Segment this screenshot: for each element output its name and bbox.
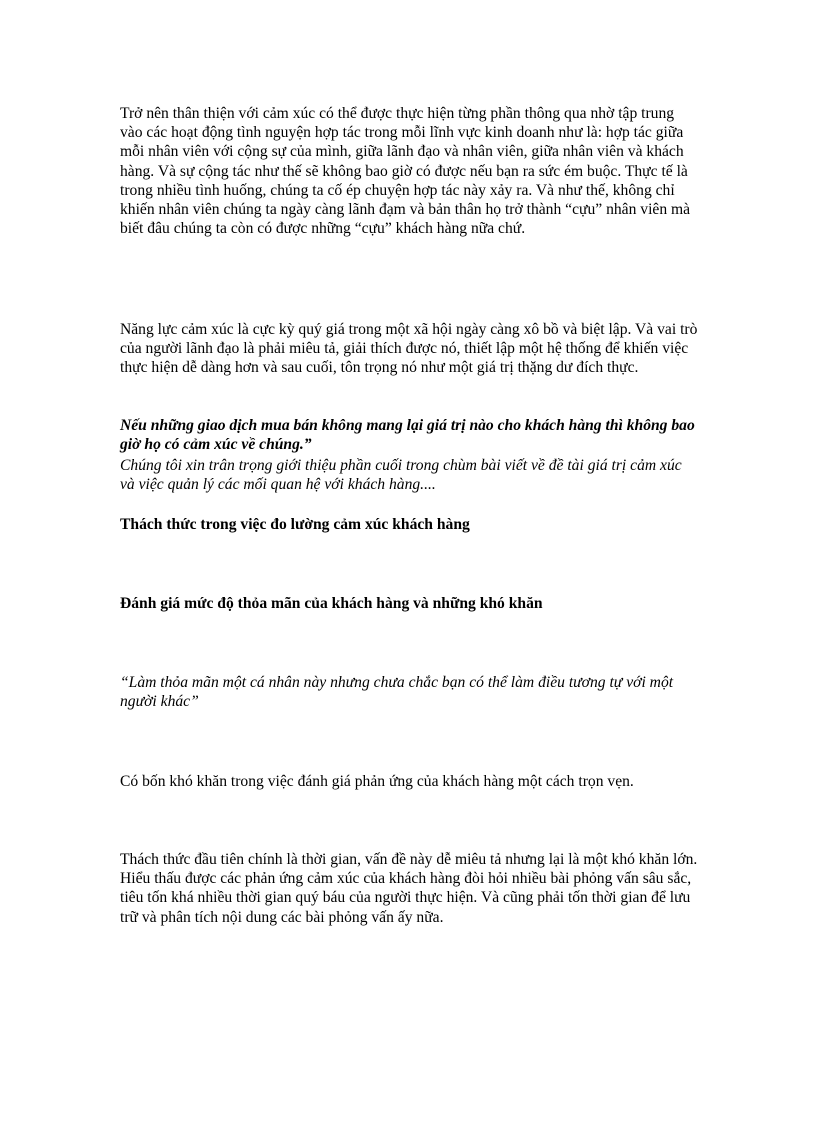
paragraph-four-difficulties: Có bốn khó khăn trong việc đánh giá phản ứng của khách hàng một cách trọn vẹn. [120, 773, 634, 790]
pull-quote: Nếu những giao dịch mua bán không mang lại giá trị nào cho khách hàng thì không bao giờ họ có cảm xúc về chúng.” [120, 417, 695, 454]
heading-satisfaction-assessment: Đánh giá mức độ thỏa mãn của khách hàng và những khó khăn [120, 595, 543, 612]
paragraph-cooperation: Trở nên thân thiện với cảm xúc có thể được thực hiện từng phần thông qua nhờ tập trung vào các hoạt động tình nguyện hợp tác trong mỗi lĩnh vực kinh doanh như là: hợp tác giữa mỗi nhân viên với cộng sự của mình, giữa lãnh đạo và nhân viên, giữa nhân viên và khách hàng. Và sự cộng tác như thế sẽ không bao giờ có được nếu bạn ra sức ém buộc. Thực tế là trong nhiều tình huống, chúng ta cố ép chuyện hợp tác này xảy ra. Và như thế, không chỉ khiến nhân viên chúng ta ngày càng lãnh đạm và bản thân họ trở thành “cựu” nhân viên mà biết đâu chúng ta còn có được những “cựu” khách hàng nữa chứ. [120, 105, 691, 238]
heading-measurement-challenge: Thách thức trong việc đo lường cảm xúc khách hàng [120, 516, 470, 533]
quote-satisfaction: “Làm thỏa mãn một cá nhân này nhưng chưa chắc bạn có thể làm điều tương tự với một người khác” [120, 674, 674, 711]
paragraph-emotional-capacity: Năng lực cảm xúc là cực kỳ quý giá trong một xã hội ngày càng xô bồ và biệt lập. Và vai trò của người lãnh đạo là phải miêu tả, giải thích được nó, thiết lập một hệ thống để khiến việc thực hiện dễ dàng hơn và sau cuối, tôn trọng nó như một giá trị thặng dư đích thực. [120, 321, 698, 377]
intro-note: Chúng tôi xin trân trọng giới thiệu phần cuối trong chùm bài viết về đề tài giá trị cảm xúc và việc quản lý các mối quan hệ với khách hàng.... [120, 457, 682, 494]
paragraph-time-challenge: Thách thức đầu tiên chính là thời gian, vấn đề này dễ miêu tả nhưng lại là một khó khăn lớn. Hiểu thấu được các phản ứng cảm xúc của khách hàng đòi hỏi nhiều bài phỏng vấn sâu sắc, tiêu tốn khá nhiều thời gian quý báu của người thực hiện. Và cũng phải tốn thời gian để lưu trữ và phân tích nội dung các bài phỏng vấn ấy nữa. [120, 851, 698, 926]
